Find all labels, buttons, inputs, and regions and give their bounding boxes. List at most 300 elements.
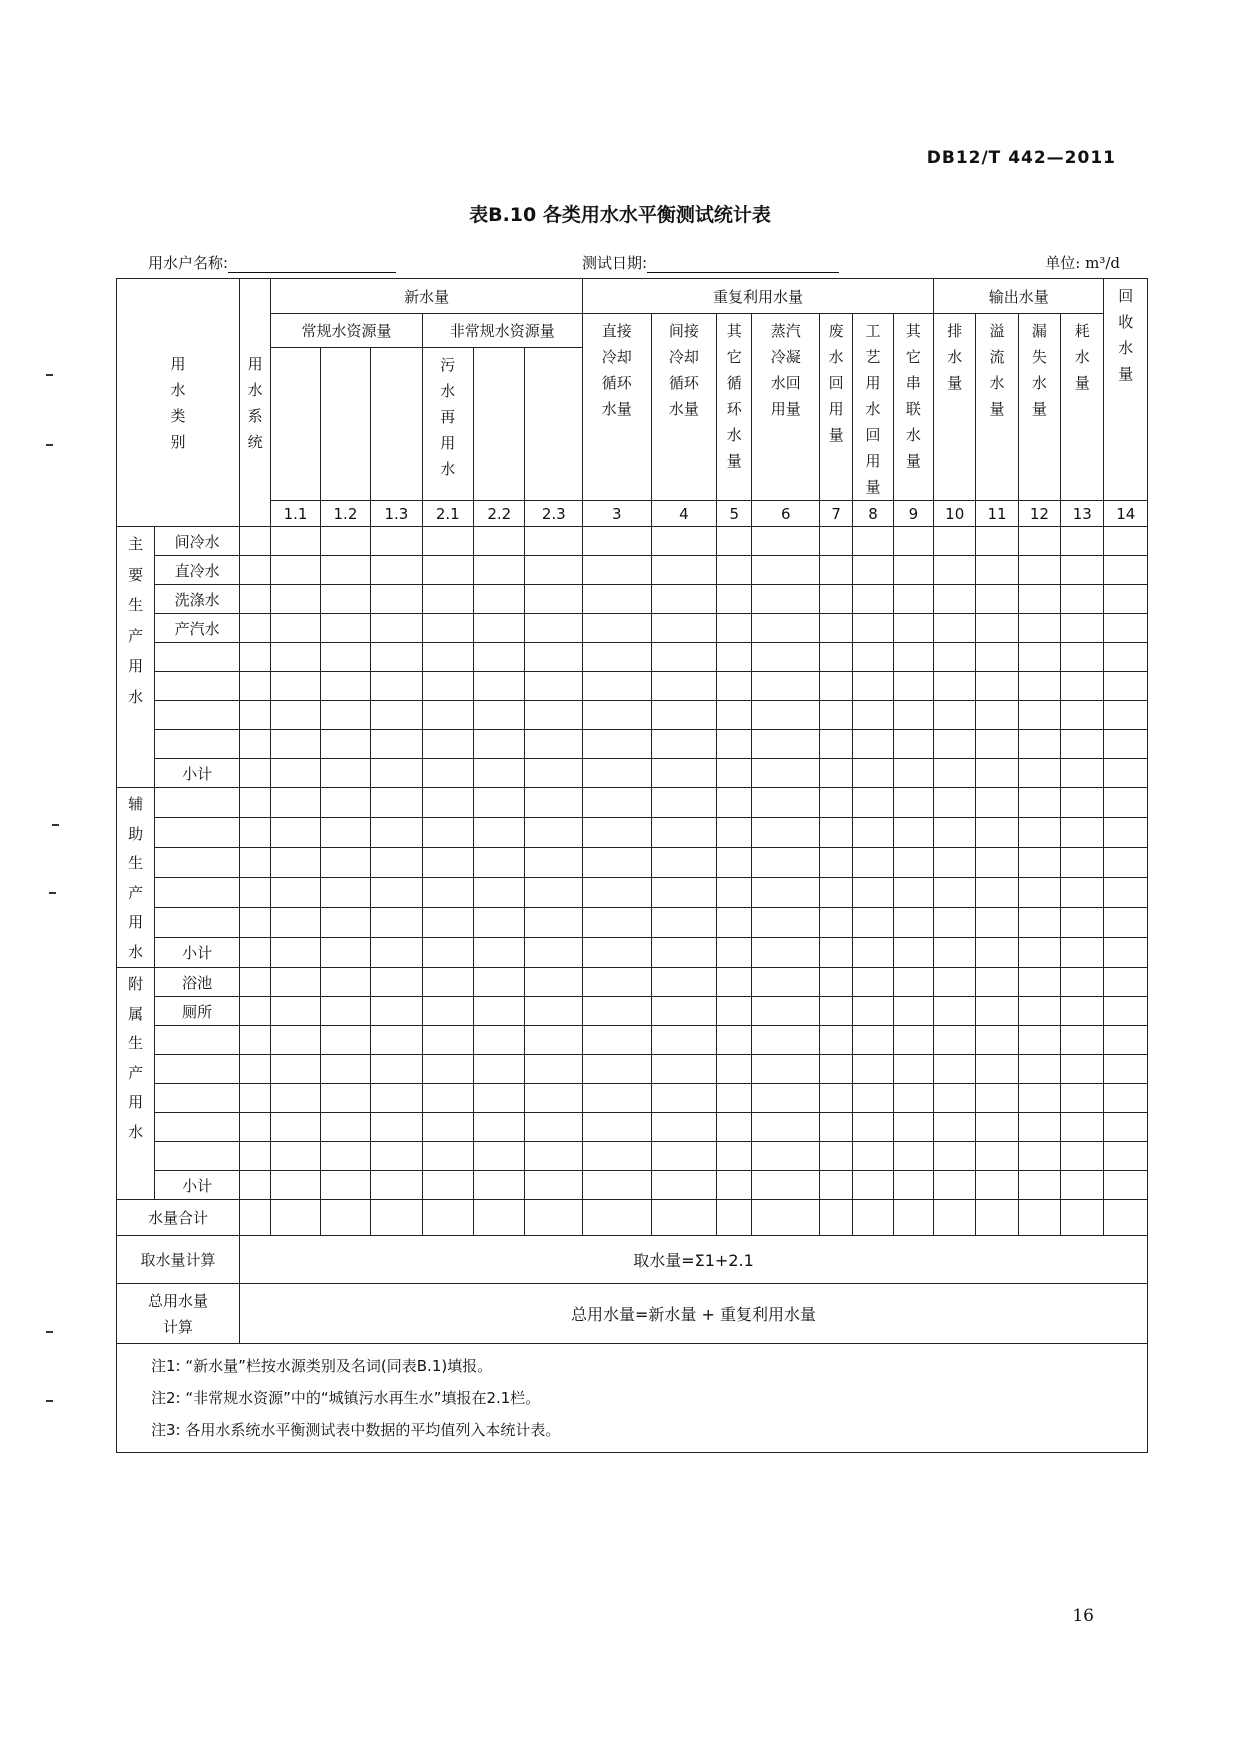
data-cell [1061, 848, 1104, 878]
sewage-reuse-text: 污水再用水 [440, 355, 456, 478]
data-cell [320, 614, 370, 643]
data-cell [717, 1055, 752, 1084]
table-row [117, 848, 1148, 878]
data-cell [371, 759, 422, 788]
row-label [155, 701, 240, 730]
row-label [155, 908, 240, 938]
data-cell [320, 818, 370, 848]
row-label [155, 1113, 240, 1142]
data-cell [525, 759, 583, 788]
system-cell [240, 1113, 271, 1142]
data-cell [422, 818, 473, 848]
data-cell [371, 672, 422, 701]
data-cell [474, 878, 525, 908]
row-label [155, 672, 240, 701]
cell [320, 347, 370, 500]
data-cell [976, 759, 1018, 788]
scan-mark [46, 1331, 53, 1333]
data-cell [651, 672, 717, 701]
data-cell [752, 730, 820, 759]
data-cell [752, 614, 820, 643]
indirect-cooling-text: 间接冷却循环水量 [668, 322, 699, 418]
auxiliary-group-label [117, 788, 155, 968]
intake-formula: 取水量=Σ1+2.1 [240, 1236, 1148, 1284]
data-cell [474, 1084, 525, 1113]
data-cell [320, 556, 370, 585]
data-cell [1018, 1026, 1060, 1055]
data-cell [752, 585, 820, 614]
data-cell [651, 818, 717, 848]
drain-header [934, 314, 976, 501]
data-cell [320, 672, 370, 701]
data-cell [320, 1171, 370, 1200]
data-cell [320, 527, 370, 556]
col-number: 2.1 [422, 501, 473, 527]
data-cell [752, 1026, 820, 1055]
data-cell [893, 1113, 933, 1142]
data-cell [934, 759, 976, 788]
data-cell [583, 1171, 652, 1200]
data-cell [320, 997, 370, 1026]
data-cell [474, 938, 525, 968]
test-date-label: 测试日期: [582, 254, 648, 272]
data-cell [474, 1026, 525, 1055]
recovered-header-text: 回收水量 [1118, 287, 1134, 383]
data-cell [717, 1026, 752, 1055]
data-cell [752, 1171, 820, 1200]
data-cell [271, 1084, 320, 1113]
data-cell [651, 1026, 717, 1055]
data-cell [371, 556, 422, 585]
col-number: 10 [934, 501, 976, 527]
data-cell [474, 701, 525, 730]
data-cell [422, 1113, 473, 1142]
data-cell [976, 1171, 1018, 1200]
data-cell [1018, 848, 1060, 878]
data-cell [271, 730, 320, 759]
data-cell [1061, 818, 1104, 848]
recovered-header [1104, 279, 1148, 501]
notes-row [117, 1344, 1148, 1453]
data-cell [853, 938, 893, 968]
row-label [155, 848, 240, 878]
data-cell [1018, 788, 1060, 818]
data-cell [934, 1200, 976, 1236]
subtotal-label: 小计 [155, 938, 240, 968]
data-cell [271, 788, 320, 818]
conventional-header: 常规水资源量 [271, 314, 422, 348]
data-cell [422, 968, 473, 997]
data-cell [371, 908, 422, 938]
data-cell [651, 1171, 717, 1200]
data-cell [651, 788, 717, 818]
data-cell [853, 1171, 893, 1200]
data-cell [1018, 759, 1060, 788]
data-cell [651, 1142, 717, 1171]
data-cell [893, 878, 933, 908]
data-cell [371, 938, 422, 968]
data-cell [474, 818, 525, 848]
data-cell [422, 672, 473, 701]
data-cell [853, 1142, 893, 1171]
data-cell [1018, 585, 1060, 614]
data-cell [320, 968, 370, 997]
data-cell [651, 908, 717, 938]
data-cell [976, 701, 1018, 730]
data-cell [976, 908, 1018, 938]
data-cell [934, 848, 976, 878]
data-cell [853, 759, 893, 788]
data-cell [525, 730, 583, 759]
data-cell [525, 818, 583, 848]
data-cell [893, 527, 933, 556]
data-cell [1061, 614, 1104, 643]
data-cell [717, 643, 752, 672]
row-label: 直冷水 [155, 556, 240, 585]
data-cell [271, 997, 320, 1026]
data-cell [525, 1084, 583, 1113]
data-cell [651, 701, 717, 730]
table-row [117, 585, 1148, 614]
data-cell [853, 1055, 893, 1084]
data-cell [1104, 585, 1148, 614]
col-number: 9 [893, 501, 933, 527]
col-number: 5 [717, 501, 752, 527]
data-cell [853, 818, 893, 848]
system-cell [240, 997, 271, 1026]
data-cell [752, 908, 820, 938]
data-cell [853, 788, 893, 818]
data-cell [583, 701, 652, 730]
col-number: 6 [752, 501, 820, 527]
col-number: 3 [583, 501, 652, 527]
data-cell [976, 878, 1018, 908]
data-cell [525, 1200, 583, 1236]
table-row [117, 1084, 1148, 1113]
data-cell [820, 556, 853, 585]
data-cell [1061, 968, 1104, 997]
data-cell [422, 908, 473, 938]
data-cell [271, 1142, 320, 1171]
col-number: 1.2 [320, 501, 370, 527]
consumption-text: 耗水量 [1074, 322, 1090, 392]
data-cell [893, 730, 933, 759]
data-cell [271, 1171, 320, 1200]
data-cell [752, 818, 820, 848]
data-cell [320, 643, 370, 672]
data-cell [525, 1142, 583, 1171]
data-cell [1018, 878, 1060, 908]
data-cell [651, 938, 717, 968]
data-cell [1104, 968, 1148, 997]
data-cell [651, 643, 717, 672]
data-cell [1104, 878, 1148, 908]
data-cell [651, 1200, 717, 1236]
data-cell [820, 848, 853, 878]
data-cell [320, 1113, 370, 1142]
data-cell [976, 643, 1018, 672]
table-row [117, 1055, 1148, 1084]
system-cell [240, 1026, 271, 1055]
row-label [155, 1142, 240, 1171]
table-row [117, 730, 1148, 759]
other-series-text: 其它串联水量 [905, 322, 921, 470]
data-cell [820, 672, 853, 701]
data-cell [320, 1200, 370, 1236]
table-row [117, 643, 1148, 672]
row-label: 浴池 [155, 968, 240, 997]
data-cell [976, 848, 1018, 878]
data-cell [976, 1200, 1018, 1236]
data-cell [371, 1113, 422, 1142]
data-cell [853, 1113, 893, 1142]
data-cell [752, 968, 820, 997]
system-header-text: 用水系统 [247, 354, 263, 451]
data-cell [271, 908, 320, 938]
data-cell [717, 672, 752, 701]
table-row [117, 908, 1148, 938]
data-cell [893, 1026, 933, 1055]
data-cell [976, 997, 1018, 1026]
data-cell [474, 908, 525, 938]
data-cell [934, 908, 976, 938]
table-row [117, 788, 1148, 818]
data-cell [474, 556, 525, 585]
data-cell [422, 614, 473, 643]
data-cell [1061, 585, 1104, 614]
data-cell [583, 848, 652, 878]
data-cell [717, 1200, 752, 1236]
data-cell [583, 818, 652, 848]
data-cell [717, 818, 752, 848]
new-water-header: 新水量 [271, 279, 583, 314]
data-cell [651, 1055, 717, 1084]
data-cell [1061, 908, 1104, 938]
row-label: 洗涤水 [155, 585, 240, 614]
data-cell [1061, 938, 1104, 968]
data-cell [1104, 614, 1148, 643]
cell [525, 347, 583, 500]
page-number: 16 [1072, 1606, 1094, 1626]
notes [117, 1344, 1148, 1453]
data-cell [583, 1026, 652, 1055]
data-cell [893, 759, 933, 788]
data-cell [371, 1084, 422, 1113]
table-row [117, 614, 1148, 643]
data-cell [474, 997, 525, 1026]
data-cell [525, 938, 583, 968]
data-cell [651, 585, 717, 614]
row-label [155, 818, 240, 848]
data-cell [474, 759, 525, 788]
table-row [117, 527, 1148, 556]
data-cell [1104, 1084, 1148, 1113]
data-cell [820, 1026, 853, 1055]
data-cell [525, 997, 583, 1026]
row-label: 厕所 [155, 997, 240, 1026]
data-cell [1104, 643, 1148, 672]
data-cell [934, 1084, 976, 1113]
data-cell [371, 968, 422, 997]
note-3: 注3: 各用水系统水平衡测试表中数据的平均值列入本统计表。 [151, 1421, 561, 1439]
data-cell [1061, 556, 1104, 585]
system-cell [240, 938, 271, 968]
data-cell [752, 527, 820, 556]
data-cell [934, 556, 976, 585]
sum-label: 水量合计 [117, 1200, 240, 1236]
data-cell [422, 730, 473, 759]
user-name-label: 用水户名称: [148, 254, 229, 272]
col-number: 8 [853, 501, 893, 527]
data-cell [583, 1113, 652, 1142]
data-cell [583, 788, 652, 818]
data-cell [893, 968, 933, 997]
data-cell [1018, 1171, 1060, 1200]
data-cell [320, 788, 370, 818]
data-cell [717, 701, 752, 730]
system-cell [240, 759, 271, 788]
category-header [117, 279, 240, 527]
data-cell [976, 938, 1018, 968]
data-cell [651, 1084, 717, 1113]
data-cell [1018, 672, 1060, 701]
data-cell [371, 818, 422, 848]
data-cell [1104, 672, 1148, 701]
data-cell [893, 672, 933, 701]
data-cell [651, 614, 717, 643]
unit-label: 单位: m³/d [1045, 254, 1120, 272]
data-cell [320, 908, 370, 938]
data-cell [1061, 1142, 1104, 1171]
data-cell [271, 585, 320, 614]
data-cell [1104, 938, 1148, 968]
system-cell [240, 556, 271, 585]
data-cell [320, 848, 370, 878]
data-cell [474, 848, 525, 878]
data-cell [474, 788, 525, 818]
cell [474, 347, 525, 500]
data-cell [934, 1171, 976, 1200]
data-cell [651, 968, 717, 997]
row-label [155, 788, 240, 818]
data-cell [583, 908, 652, 938]
row-label: 间冷水 [155, 527, 240, 556]
data-cell [934, 730, 976, 759]
row-label [155, 730, 240, 759]
data-cell [717, 527, 752, 556]
data-cell [853, 997, 893, 1026]
data-cell [651, 556, 717, 585]
data-cell [422, 701, 473, 730]
other-circulating-header [717, 314, 752, 501]
data-cell [1061, 643, 1104, 672]
data-cell [422, 1171, 473, 1200]
data-cell [820, 730, 853, 759]
table-row [117, 1171, 1148, 1200]
data-cell [820, 997, 853, 1026]
table-row [117, 818, 1148, 848]
data-cell [752, 848, 820, 878]
data-cell [525, 968, 583, 997]
reuse-water-header: 重复利用水量 [583, 279, 934, 314]
table-row [117, 672, 1148, 701]
data-cell [583, 1055, 652, 1084]
data-cell [583, 730, 652, 759]
col-number: 1.3 [371, 501, 422, 527]
table-row [117, 1113, 1148, 1142]
data-cell [853, 908, 893, 938]
data-cell [271, 556, 320, 585]
data-cell [583, 1200, 652, 1236]
col-number: 12 [1018, 501, 1060, 527]
data-cell [853, 701, 893, 730]
other-series-header [893, 314, 933, 501]
col-number: 13 [1061, 501, 1104, 527]
data-cell [371, 1026, 422, 1055]
col-number: 11 [976, 501, 1018, 527]
data-cell [371, 788, 422, 818]
data-cell [651, 759, 717, 788]
test-date-blank [647, 256, 839, 273]
data-cell [1061, 701, 1104, 730]
data-cell [893, 938, 933, 968]
category-header-text: 用水类别 [170, 354, 186, 451]
table-row [117, 759, 1148, 788]
data-cell [320, 878, 370, 908]
data-cell [1018, 1055, 1060, 1084]
data-cell [717, 968, 752, 997]
table-row [117, 997, 1148, 1026]
data-cell [422, 643, 473, 672]
col-number: 1.1 [271, 501, 320, 527]
data-cell [1018, 701, 1060, 730]
data-cell [371, 1171, 422, 1200]
data-cell [853, 1026, 893, 1055]
data-cell [271, 614, 320, 643]
process-reuse-text: 工艺用水回用量 [865, 322, 881, 496]
data-cell [422, 527, 473, 556]
data-cell [717, 585, 752, 614]
data-cell [271, 527, 320, 556]
row-label [155, 1084, 240, 1113]
data-cell [525, 643, 583, 672]
data-cell [583, 1084, 652, 1113]
data-cell [474, 730, 525, 759]
data-cell [820, 1171, 853, 1200]
data-cell [717, 759, 752, 788]
system-cell [240, 614, 271, 643]
data-cell [583, 672, 652, 701]
data-cell [893, 1200, 933, 1236]
leakage-header [1018, 314, 1060, 501]
data-cell [717, 878, 752, 908]
table-row [117, 878, 1148, 908]
data-cell [422, 997, 473, 1026]
data-cell [1104, 556, 1148, 585]
data-cell [422, 848, 473, 878]
scan-mark [46, 374, 53, 376]
sum-row [117, 1200, 1148, 1236]
data-cell [717, 614, 752, 643]
data-cell [1061, 1171, 1104, 1200]
system-cell [240, 908, 271, 938]
data-cell [271, 759, 320, 788]
table-row [117, 556, 1148, 585]
data-cell [853, 585, 893, 614]
waste-reuse-text: 废水回用量 [828, 322, 844, 444]
data-cell [1061, 527, 1104, 556]
data-cell [934, 968, 976, 997]
